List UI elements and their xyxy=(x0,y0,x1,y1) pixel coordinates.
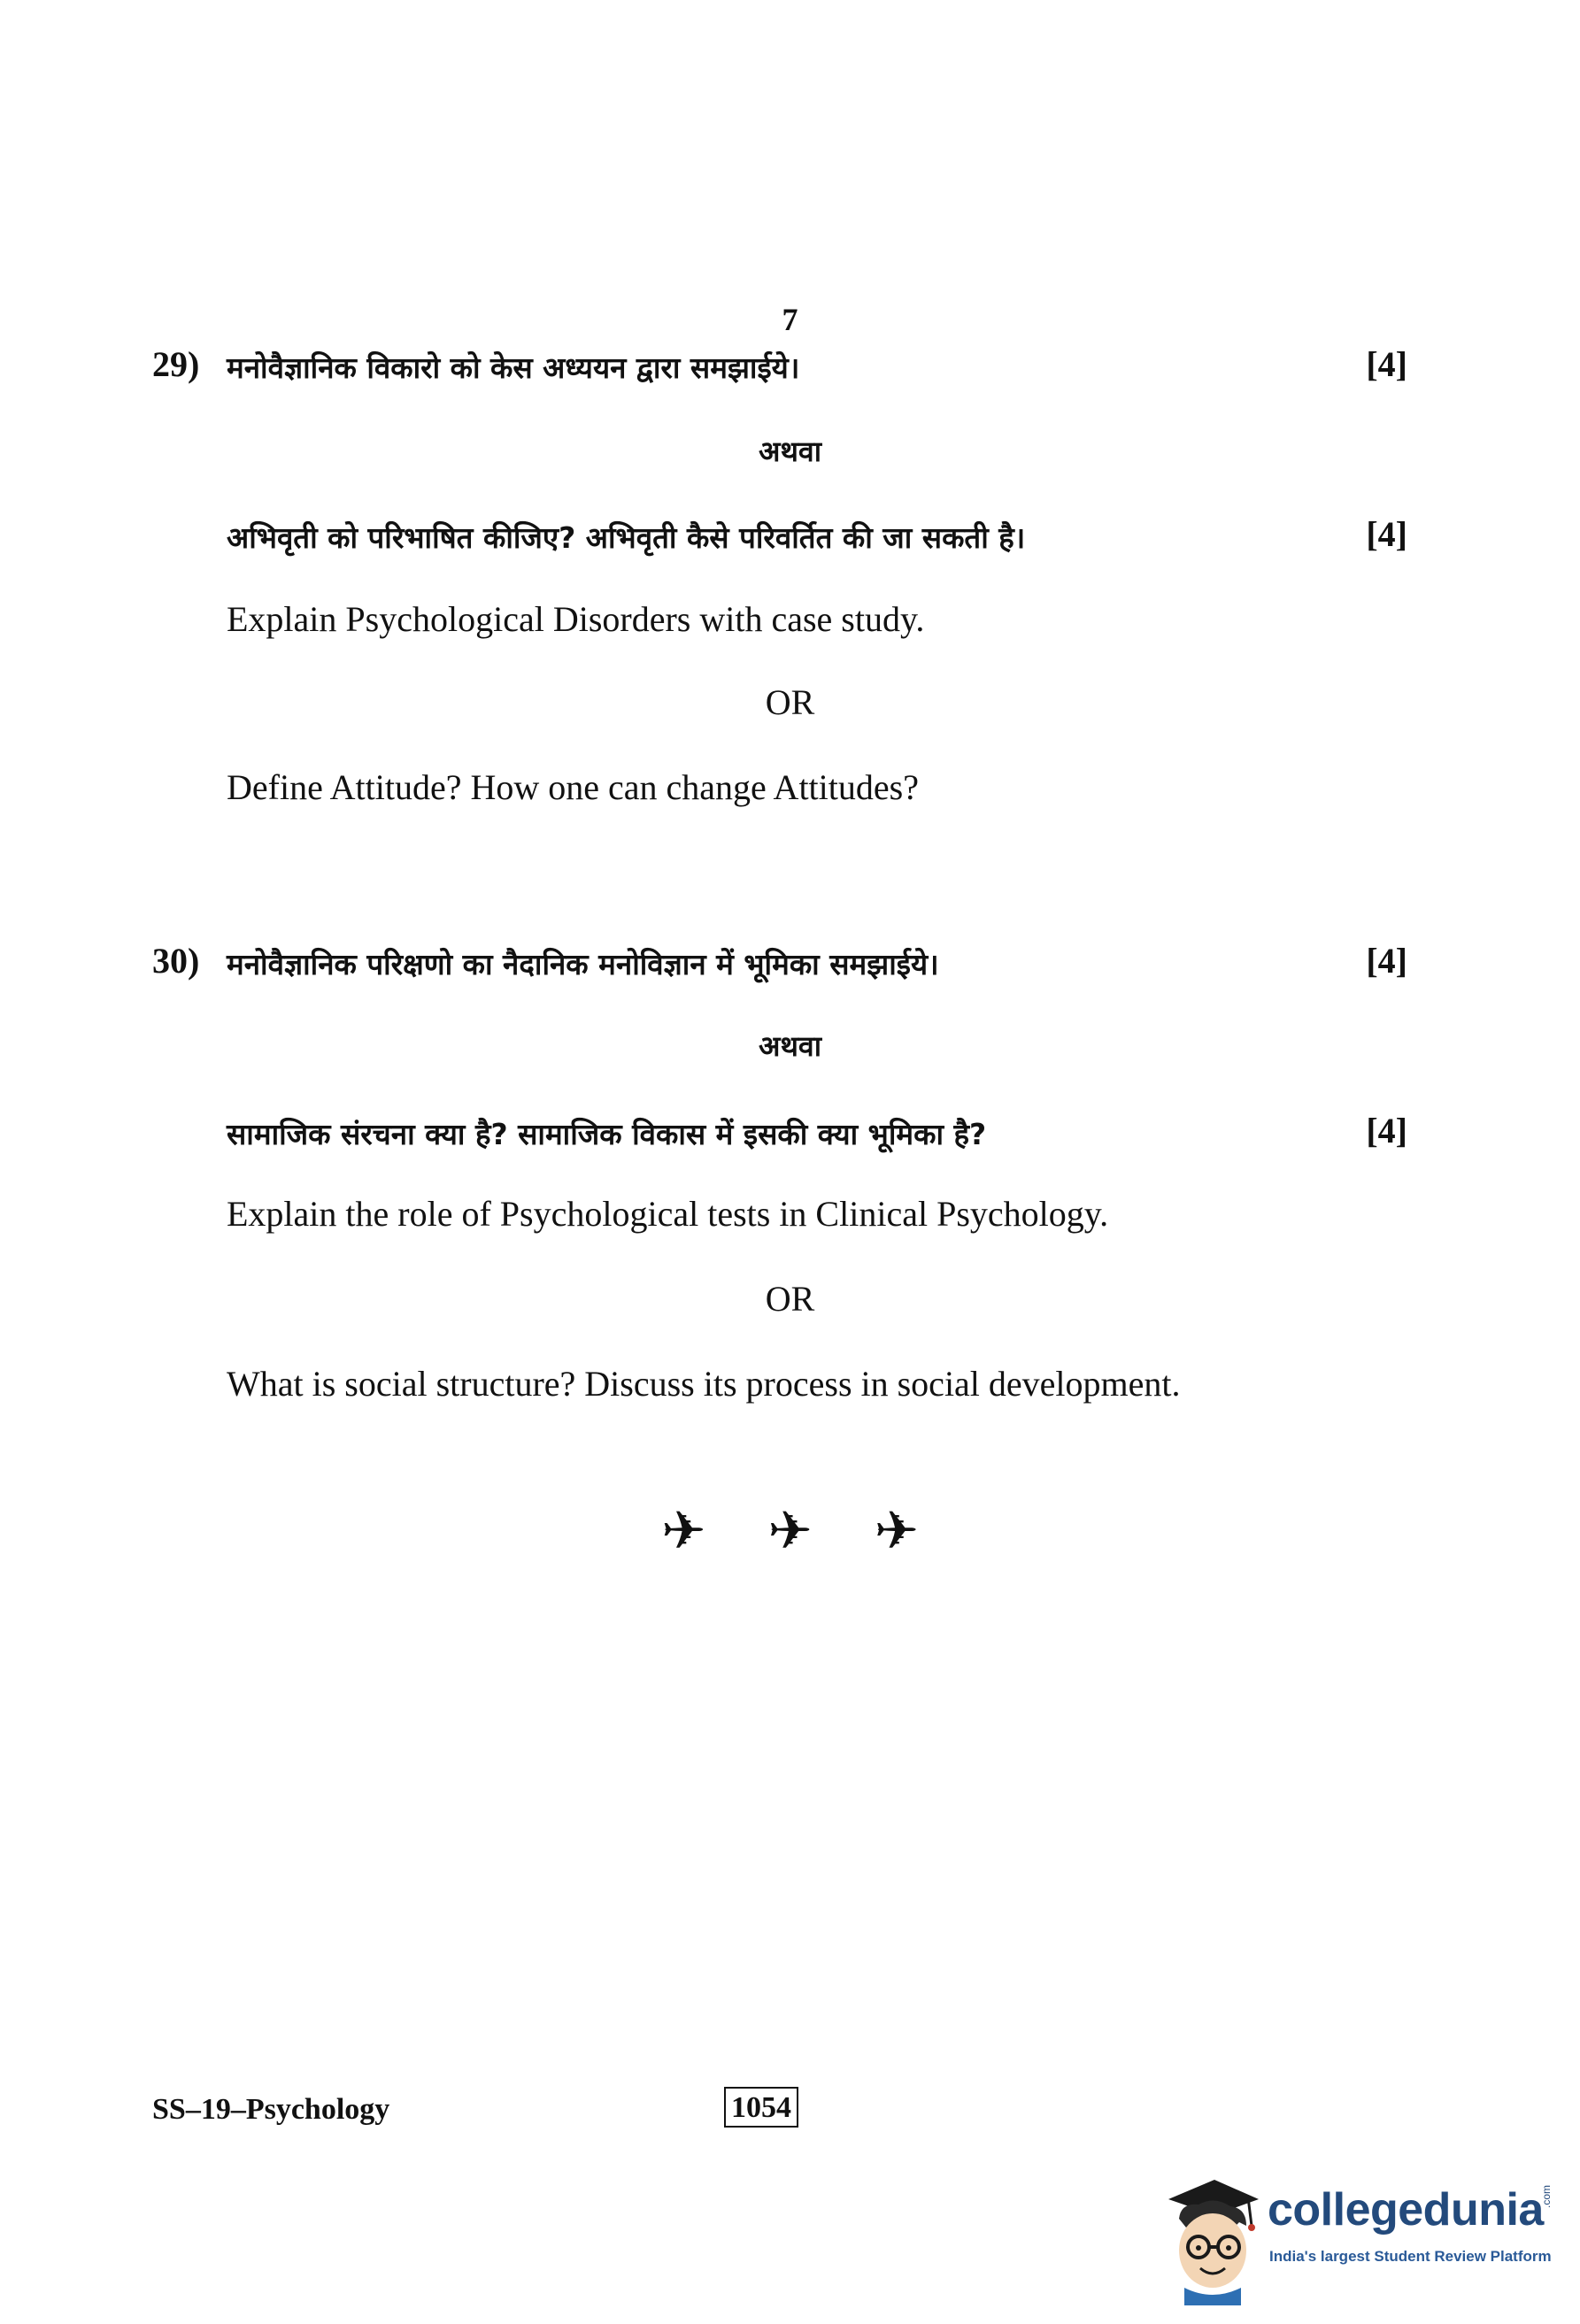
brand-suffix: .com xyxy=(1540,2184,1553,2208)
question-english-alt: Define Attitude? How one can change Attitudes? xyxy=(227,767,919,807)
question-marks-alt: [4] xyxy=(1366,514,1407,554)
question-english-main: Explain Psychological Disorders with case study. xyxy=(227,599,925,639)
question-marks: [4] xyxy=(1366,344,1407,384)
brand-name: collegedunia xyxy=(1268,2184,1544,2236)
airplane-icon: ✈ xyxy=(767,1500,813,1562)
question-marks-alt: [4] xyxy=(1366,1111,1407,1150)
or-hindi: अथवा xyxy=(759,1029,821,1063)
question-hindi-alt: सामाजिक संरचना क्या है? सामाजिक विकास में इसकी क्या भूमिका है? xyxy=(227,1117,987,1151)
question-english-alt: What is social structure? Discuss its process in social development. xyxy=(227,1364,1181,1404)
question-number: 30) xyxy=(152,941,200,981)
question-english-main: Explain the role of Psychological tests in Clinical Psychology. xyxy=(227,1194,1109,1234)
brand-tagline: India's largest Student Review Platform xyxy=(1269,2248,1552,2265)
or-hindi: अथवा xyxy=(759,435,821,468)
airplane-icon: ✈ xyxy=(874,1500,919,1562)
student-mascot-icon xyxy=(1160,2164,1266,2305)
footer-paper-code: SS–19–Psychology xyxy=(152,2093,390,2126)
question-hindi-main: मनोवैज्ञानिक विकारो को केस अध्ययन द्वारा समझाईये। xyxy=(227,350,800,385)
page-number: 7 xyxy=(782,302,798,337)
airplane-icon: ✈ xyxy=(661,1500,706,1562)
question-hindi-alt: अभिवृती को परिभाषित कीजिए? अभिवृती कैसे परिवर्तित की जा सकती है। xyxy=(227,520,1026,555)
question-hindi-main: मनोवैज्ञानिक परिक्षणो का नैदानिक मनोविज्ञान में भूमिका समझाईये। xyxy=(227,947,939,981)
brand-logo xyxy=(1160,2164,1567,2305)
question-number: 29) xyxy=(152,344,200,384)
footer-paper-number: 1054 xyxy=(724,2087,798,2128)
end-marks xyxy=(0,1500,1580,1562)
or-english: OR xyxy=(765,1279,815,1319)
question-marks: [4] xyxy=(1366,941,1407,981)
or-english: OR xyxy=(765,682,815,722)
